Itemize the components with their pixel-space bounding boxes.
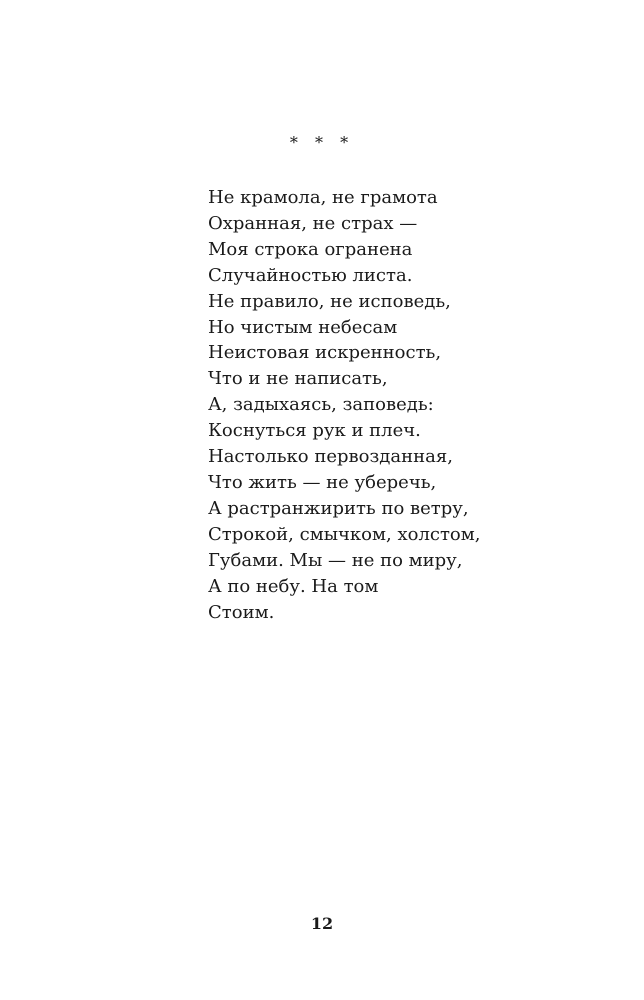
poem-line: Что и не написать, [208,368,388,390]
poem-line: Но чистым небесам [208,316,398,338]
poem-line: А растранжирить по ветру, [208,497,469,519]
poem-line: Коснуться рук и плеч. [208,420,421,442]
poem-line: Моя строка огранена [208,238,413,260]
poem-line: Губами. Мы — не по миру, [208,549,463,571]
poem-line: Строкой, смычком, холстом, [208,523,481,545]
poem-line: Что жить — не уберечь, [208,471,437,493]
poem-line: А, задыхаясь, заповедь: [208,394,434,416]
poem-line: Неистовая искренность, [208,342,442,364]
poem-line: Не крамола, не грамота [208,187,438,208]
poem-line: Случайностью листа. [208,264,413,286]
poem-line: Не правило, не исповедь, [208,290,451,312]
page-number: 12 [310,914,334,933]
poem-line: Стоим. [208,601,275,623]
poem [208,185,480,625]
section-divider: * * * [289,133,355,152]
poem-line: А по небу. На том [208,575,379,597]
poem-line: Охранная, не страх — [208,212,418,234]
poem-line: Настолько первозданная, [208,446,453,468]
